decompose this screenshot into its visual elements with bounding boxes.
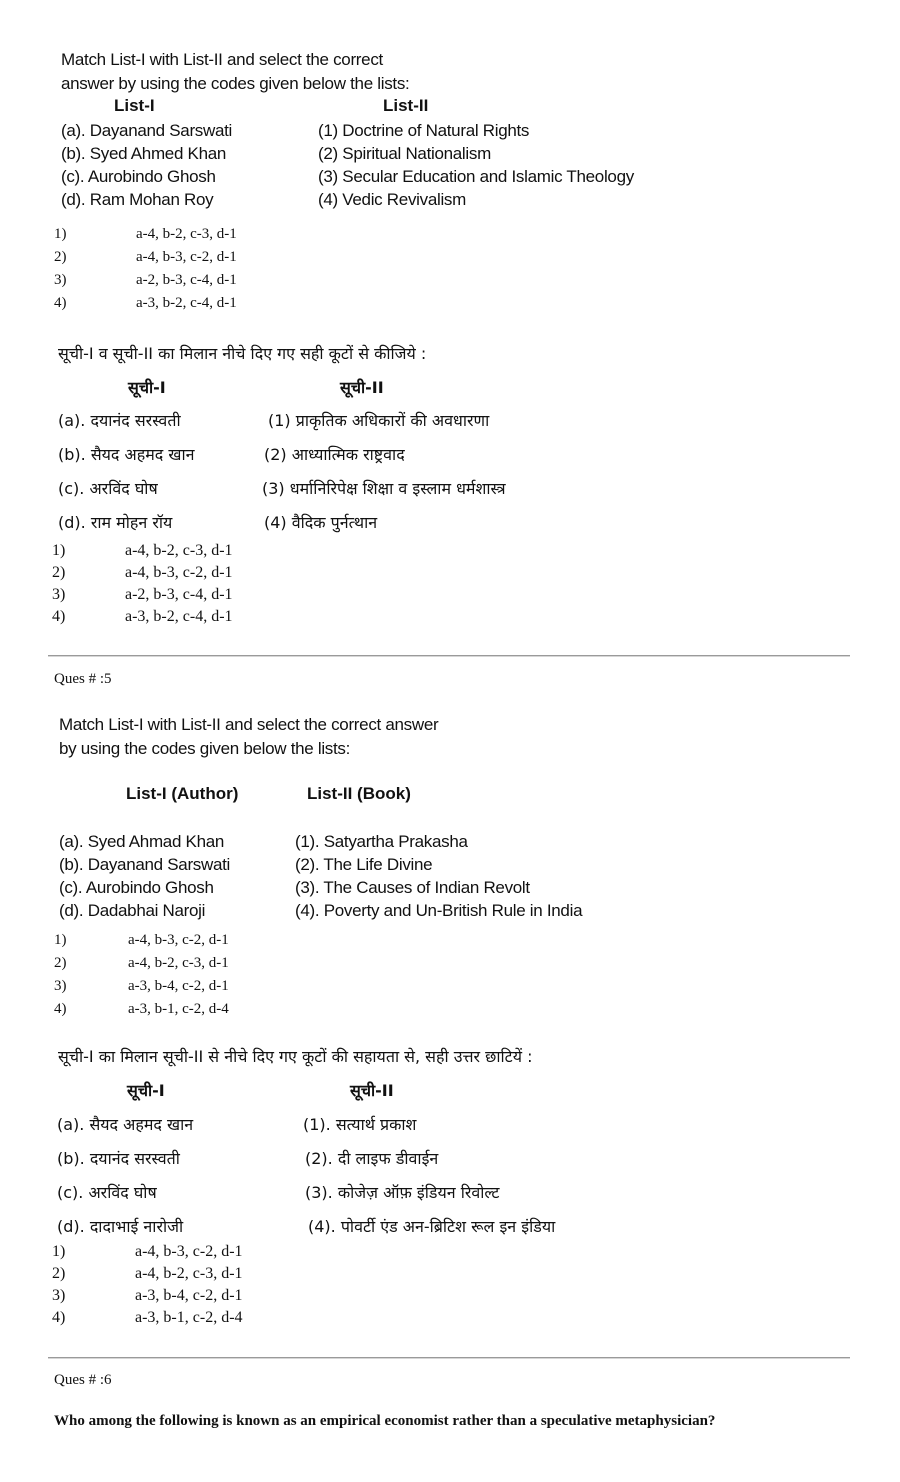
q5-hi-list1-item: (c). अरविंद घोष bbox=[57, 1183, 157, 1202]
q5-hi-option-text[interactable]: a-3, b-4, c-2, d-1 bbox=[135, 1287, 243, 1304]
q5-hi-list2-item: (2). दी लाइफ डीवाईन bbox=[305, 1149, 439, 1168]
q4-hi-option-number: 1) bbox=[52, 542, 66, 559]
q5-hi-option-number: 4) bbox=[52, 1309, 66, 1326]
q4-en-list1-item: (d). Ram Mohan Roy bbox=[61, 190, 214, 209]
q4-hi-option-text[interactable]: a-4, b-2, c-3, d-1 bbox=[125, 542, 233, 559]
q4-en-option-text[interactable]: a-4, b-2, c-3, d-1 bbox=[136, 226, 237, 242]
q5-hi-option-number: 1) bbox=[52, 1243, 66, 1260]
q4-hi-option-number: 2) bbox=[52, 564, 66, 581]
q6-question-text: Who among the following is known as an empirical economist rather than a speculative metaphysician? bbox=[54, 1413, 716, 1429]
q5-hi-option-number: 3) bbox=[52, 1287, 66, 1304]
q5-hi-option-number: 2) bbox=[52, 1265, 66, 1282]
question-divider bbox=[48, 1357, 850, 1359]
q5-en-option-text[interactable]: a-3, b-4, c-2, d-1 bbox=[128, 978, 229, 994]
q4-en-list2-item: (3) Secular Education and Islamic Theology bbox=[318, 167, 634, 186]
q5-label: Ques # :5 bbox=[54, 671, 112, 687]
q5-hi-option-text[interactable]: a-4, b-3, c-2, d-1 bbox=[135, 1243, 243, 1260]
q4-hi-list2-header: सूची-II bbox=[340, 378, 384, 397]
q4-en-option-number: 1) bbox=[54, 226, 67, 242]
q4-en-option-number: 4) bbox=[54, 295, 67, 311]
q5-en-list2-item: (3). The Causes of Indian Revolt bbox=[295, 878, 530, 897]
q6-label: Ques # :6 bbox=[54, 1372, 112, 1388]
q4-hi-list2-item: (3) धर्मानिरिपेक्ष शिक्षा व इस्लाम धर्मशास्त्र bbox=[262, 479, 506, 498]
q5-hi-option-text[interactable]: a-4, b-2, c-3, d-1 bbox=[135, 1265, 243, 1282]
q4-en-list1-header: List-I bbox=[114, 96, 155, 115]
q5-en-list2-item: (4). Poverty and Un-British Rule in India bbox=[295, 901, 583, 920]
q4-en-list1-item: (c). Aurobindo Ghosh bbox=[61, 167, 216, 186]
q5-en-intro-line-2: by using the codes given below the lists: bbox=[59, 739, 351, 758]
q4-hi-option-number: 3) bbox=[52, 586, 66, 603]
q4-en-list2-item: (1) Doctrine of Natural Rights bbox=[318, 121, 530, 140]
q4-hi-intro: सूची-I व सूची-II का मिलान नीचे दिए गए सही कूटों से कीजिये : bbox=[58, 344, 427, 363]
q5-en-option-text[interactable]: a-4, b-3, c-2, d-1 bbox=[128, 932, 229, 948]
q5-en-option-number: 1) bbox=[54, 932, 67, 948]
q5-en-option-text[interactable]: a-4, b-2, c-3, d-1 bbox=[128, 955, 229, 971]
q4-hi-list1-item: (c). अरविंद घोष bbox=[58, 479, 158, 498]
q5-hi-list1-item: (b). दयानंद सरस्वती bbox=[57, 1149, 180, 1168]
q4-en-option-text[interactable]: a-3, b-2, c-4, d-1 bbox=[136, 295, 237, 311]
q4-hi-option-number: 4) bbox=[52, 608, 66, 625]
q5-en-list1-header: List-I (Author) bbox=[126, 784, 239, 803]
q4-en-list2-header: List-II bbox=[383, 96, 429, 115]
q4-en-option-text[interactable]: a-2, b-3, c-4, d-1 bbox=[136, 272, 237, 288]
q5-hi-list2-item: (3). कोजेज़ ऑफ़ इंडियन रिवोल्ट bbox=[305, 1183, 500, 1202]
q4-en-option-number: 3) bbox=[54, 272, 67, 288]
q4-hi-list1-item: (a). दयानंद सरस्वती bbox=[58, 411, 181, 430]
q5-hi-list2-item: (1). सत्यार्थ प्रकाश bbox=[303, 1115, 417, 1134]
q4-en-option-text[interactable]: a-4, b-3, c-2, d-1 bbox=[136, 249, 237, 265]
q4-en-list1-item: (b). Syed Ahmed Khan bbox=[61, 144, 227, 163]
q5-en-list2-item: (2). The Life Divine bbox=[295, 855, 433, 874]
q5-en-list1-item: (a). Syed Ahmad Khan bbox=[59, 832, 225, 851]
q4-en-list2-item: (4) Vedic Revivalism bbox=[318, 190, 466, 209]
q5-en-list2-header: List-II (Book) bbox=[307, 784, 411, 803]
q5-en-list1-item: (b). Dayanand Sarswati bbox=[59, 855, 231, 874]
q4-hi-list1-item: (b). सैयद अहमद खान bbox=[58, 445, 195, 464]
q4-en-intro-line-1: Match List-I with List-II and select the correct bbox=[61, 50, 383, 69]
q5-hi-list2-header: सूची-II bbox=[350, 1081, 394, 1100]
q5-hi-list1-item: (a). सैयद अहमद खान bbox=[57, 1115, 194, 1134]
q4-hi-list1-item: (d). राम मोहन रॉय bbox=[58, 513, 173, 532]
q5-en-list1-item: (c). Aurobindo Ghosh bbox=[59, 878, 214, 897]
q5-hi-option-text[interactable]: a-3, b-1, c-2, d-4 bbox=[135, 1309, 243, 1326]
q5-en-option-number: 4) bbox=[54, 1001, 67, 1017]
q5-hi-list1-header: सूची-I bbox=[127, 1081, 165, 1100]
q4-en-option-number: 2) bbox=[54, 249, 67, 265]
q5-en-intro-line-1: Match List-I with List-II and select the correct answer bbox=[59, 715, 439, 734]
q5-en-option-text[interactable]: a-3, b-1, c-2, d-4 bbox=[128, 1001, 229, 1017]
q5-en-option-number: 3) bbox=[54, 978, 67, 994]
q4-hi-option-text[interactable]: a-4, b-3, c-2, d-1 bbox=[125, 564, 233, 581]
q5-hi-intro: सूची-I का मिलान सूची-II से नीचे दिए गए कूटों की सहायता से, सही उत्तर छाटियें : bbox=[58, 1047, 533, 1066]
q5-hi-list2-item: (4). पोवर्टी एंड अन-ब्रिटिश रूल इन इंडिया bbox=[308, 1217, 556, 1236]
q4-en-intro-line-2: answer by using the codes given below the lists: bbox=[61, 74, 410, 93]
q4-hi-list2-item: (4) वैदिक पुर्नत्थान bbox=[264, 513, 378, 532]
q4-hi-list2-item: (1) प्राकृतिक अधिकारों की अवधारणा bbox=[268, 411, 490, 430]
question-divider bbox=[48, 655, 850, 657]
q4-en-list1-item: (a). Dayanand Sarswati bbox=[61, 121, 233, 140]
q4-hi-list2-item: (2) आध्यात्मिक राष्ट्रवाद bbox=[264, 445, 405, 464]
q5-hi-list1-item: (d). दादाभाई नारोजी bbox=[57, 1217, 184, 1236]
q5-en-list1-item: (d). Dadabhai Naroji bbox=[59, 901, 206, 920]
q5-en-option-number: 2) bbox=[54, 955, 67, 971]
q5-en-list2-item: (1). Satyartha Prakasha bbox=[295, 832, 468, 851]
q4-hi-option-text[interactable]: a-2, b-3, c-4, d-1 bbox=[125, 586, 233, 603]
q4-en-list2-item: (2) Spiritual Nationalism bbox=[318, 144, 491, 163]
q4-hi-option-text[interactable]: a-3, b-2, c-4, d-1 bbox=[125, 608, 233, 625]
q4-hi-list1-header: सूची-I bbox=[128, 378, 166, 397]
